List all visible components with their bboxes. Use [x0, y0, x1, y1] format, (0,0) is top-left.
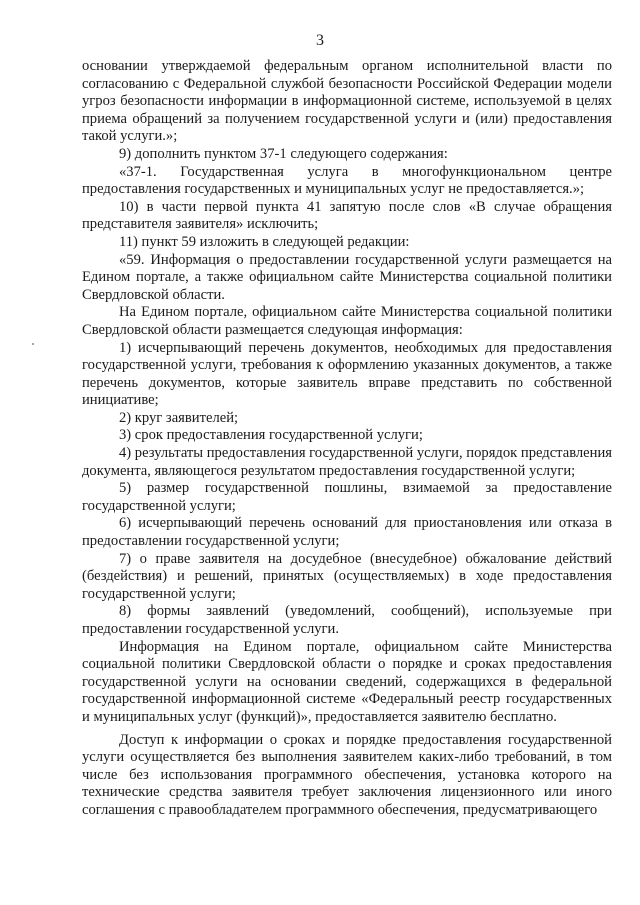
- list-item-5: 5) размер государственной пошлины, взимаемой за предоставление государственной услуги;: [82, 480, 612, 514]
- list-item-7: 7) о праве заявителя на досудебное (внесудебное) обжалование действий (бездействия) и решений, принятых (осуществляемых) в ходе предоставления государственной услуги;: [82, 550, 612, 602]
- paragraph-portal-info: На Едином портале, официальном сайте Министерства социальной политики Свердловской области размещается следующая информация:: [82, 304, 612, 338]
- paragraph-item-11: 11) пункт 59 изложить в следующей редакции:: [119, 233, 410, 250]
- scan-artifact-mark: [32, 343, 34, 345]
- paragraph-clause-37-1: «37-1. Государственная услуга в многофункциональном центре предоставления государственных и муниципальных услуг не предоставляется.»;: [82, 163, 612, 198]
- list-item-2: 2) круг заявителей;: [119, 409, 239, 426]
- list-item-8: 8) формы заявлений (уведомлений, сообщений), используемые при предоставлении государственной услуги.: [82, 603, 612, 637]
- paragraph-access-information: Доступ к информации о сроках и порядке предоставления государственной услуги осуществляется без выполнения заявителем каких-либо требований, в том числе без использования программного обеспечения, установка которого на технические средства заявителя требует заключения лицензионного или иного соглашения с правообладателем программного обеспечения, предусматривающего: [82, 731, 612, 818]
- paragraph-clause-59: «59. Информация о предоставлении государственной услуги размещается на Едином портале, а также официальном сайте Министерства социальной политики Свердловской области.: [82, 251, 612, 303]
- paragraph-free-information: Информация на Едином портале, официальном сайте Министерства социальной политики Свердловской области о порядке и сроках предоставления государственной услуги на основании сведений, содержащихся в федеральной государственной информационной системе «Федеральный реестр государственных и муниципальных услуг (функций)», предоставляется заявителю бесплатно.: [82, 638, 612, 725]
- list-item-3: 3) срок предоставления государственной услуги;: [119, 427, 423, 444]
- document-body: [82, 58, 612, 820]
- list-item-1: 1) исчерпывающий перечень документов, необходимых для предоставления государственной услуги, требования к оформлению указанных документов, а также перечень документов, которые заявитель вправе представить по собственной инициативе;: [82, 339, 612, 409]
- paragraph-item-9: 9) дополнить пунктом 37-1 следующего содержания:: [119, 145, 448, 162]
- list-item-4: 4) результаты предоставления государственной услуги, порядок представления документа, являющегося результатом предоставления государственной услуги;: [82, 445, 612, 479]
- list-item-6: 6) исчерпывающий перечень оснований для приостановления или отказа в предоставлении государственной услуги;: [82, 515, 612, 550]
- paragraph-continuation: основании утверждаемой федеральным органом исполнительной власти по согласованию с Федеральной службой безопасности Российской Федерации модели угроз безопасности информации в информационной системе, используемой в целях приема обращений за получением государственной услуги и (или) предоставления такой услуги.»;: [82, 58, 612, 145]
- paragraph-item-10: 10) в части первой пункта 41 запятую после слов «В случае обращения представителя заявителя» исключить;: [82, 198, 612, 233]
- page-number: 3: [316, 32, 324, 49]
